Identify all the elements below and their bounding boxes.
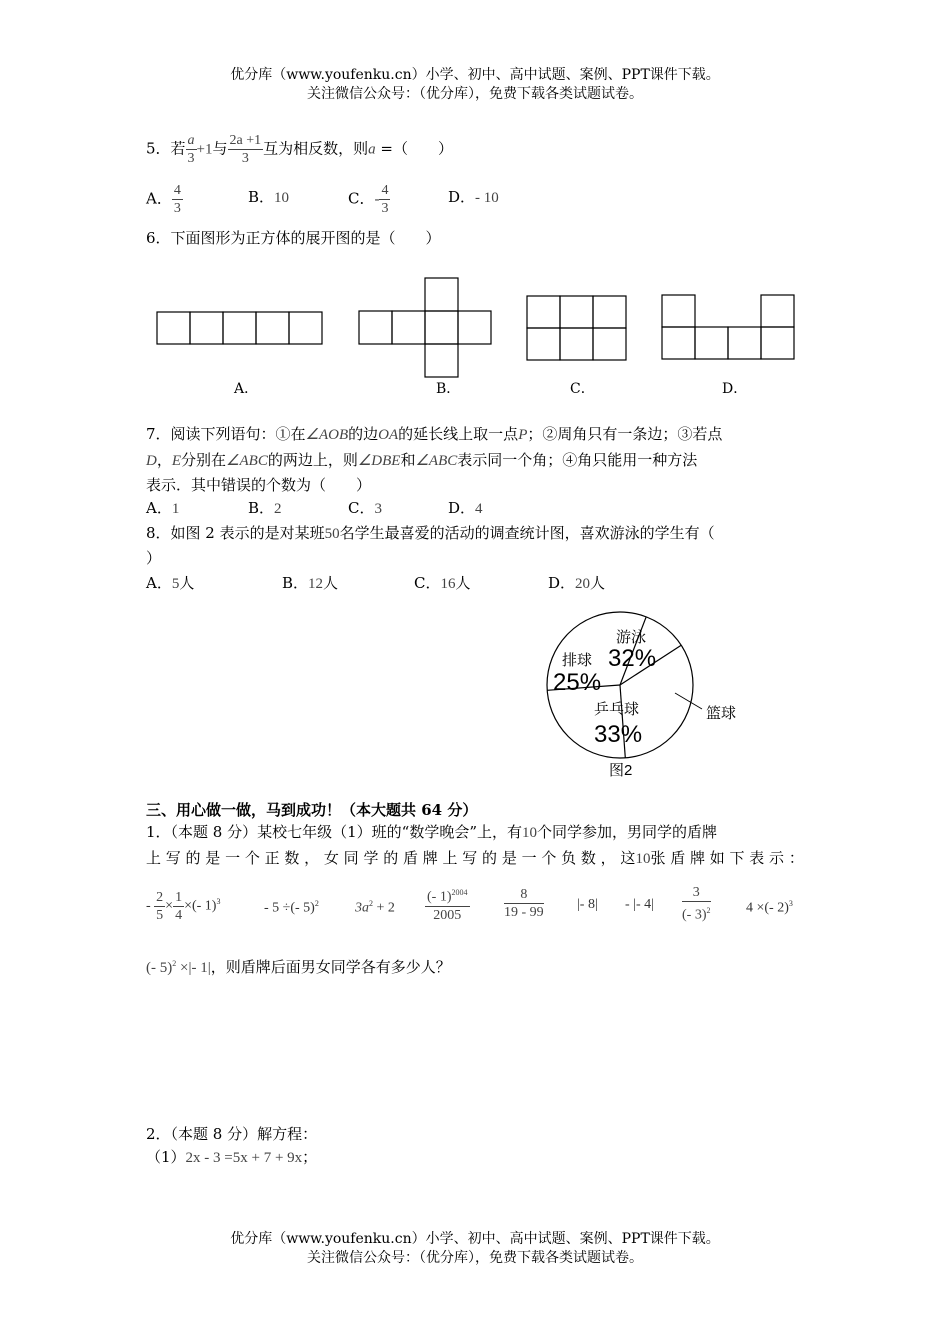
problem-2-item-1: （1）2x - 3 =5x + 7 + 9x； [146,1148,318,1166]
pie-slice-label-pingpong-pct: 33% [594,721,643,748]
q7-option-b: B．2 [248,499,282,517]
pie-chart [540,608,760,784]
pie-slice-label-pingpong-name: 乒乓球 [594,701,640,718]
shield-expression-1: - $\frac{2}{5}$ × $\frac{1}{4}$ ×(- 1)$^3$ [146,890,221,923]
pie-slice-label-swim-name: 游泳 [616,629,647,646]
shield-expression-10: (- 5) [146,960,173,976]
q8-option-c: C．16人 [414,574,471,592]
question-7-line-3: 表示．其中错误的个数为（ ） [146,476,372,494]
q5-option-b: B．10 [248,188,290,206]
q5-mid: 与 [212,139,228,158]
question-8-line-1: 8．如图 2 表示的是对某班50名学生最喜爱的活动的调查统计图，喜欢游泳的学生有（ [146,524,715,542]
net-a [157,312,322,344]
shield-expression-6: |- 8| [577,897,598,912]
q8-option-a: A．5人 [146,574,195,592]
shield-expression-9: 4 ×(- 2)$^3$ [746,899,793,916]
shield-expression-3: $3a^2 + 2$ [355,899,395,916]
q7-option-d: D．4 [448,499,483,517]
net-label-d: D． [722,381,748,397]
question-5 [146,132,453,167]
shield-expression-8: $\frac{3}{(- 3)^2}$ [682,885,711,923]
q5-option-d: D．- 10 [448,188,499,206]
q5-eq: =（ ） [375,139,453,158]
pie-chart-title: 图2 [609,762,633,779]
question-7-line-1: 7．阅读下列语句：①在∠AOB的边OA的延长线上取一点P；②周角只有一条边；③若点 [146,425,723,443]
question-7-line-2: D，E分别在∠ABC的两边上，则∠DBE和∠ABC表示同一个角；④角只能用一种方法 [146,451,698,469]
q7-option-c: C．3 [348,499,382,517]
section-3-title: 三、用心做一做，马到成功！（本大题共 64 分） [146,801,478,819]
footer-line-1: 优分库（www.youfenku.cn）小学、初中、高中试题、案例、PPT课件下载。 [230,1231,720,1247]
net-label-a: A． [234,381,259,397]
net-d [662,295,794,359]
shield-expression-7: - |- 4| [625,897,654,912]
q8-option-d: D．20人 [548,574,606,592]
q8-option-b: B．12人 [282,574,339,592]
net-label-b: B． [436,381,461,397]
q5-option-a: A． $\frac{4}{3}$ [146,183,181,216]
problem-1-line-2: 上 写 的 是 一 个 正 数 ， 女 同 学 的 盾 牌 上 写 的 是 一 个 负 数 ， 这10张 盾 牌 如 下 表 示 ： [146,849,804,867]
q5-plus-one: +1 [196,141,213,158]
footer-line-2: 关注微信公众号：（优分库），免费下载各类试题试卷。 [307,1250,643,1266]
q5-fraction-2a-plus-1: $\frac{2a +1}{3}$ [229,133,262,166]
problem-2-title: 2．（本题 8 分）解方程： [146,1125,318,1143]
header-line-1: 优分库（www.youfenku.cn）小学、初中、高中试题、案例、PPT课件下载。 [230,67,720,83]
q5-fraction-a-over-3: $\frac{a}{3}$ [187,133,195,166]
pie-slice-label-volleyball-name: 排球 [562,652,593,669]
question-8-line-2: ） [146,549,162,567]
problem-1-line-1: 1．（本题 8 分）某校七年级（1）班的“数学晚会”上，有10个同学参加，男同学的盾牌 [146,823,718,841]
question-6: 6．下面图形为正方体的展开图的是（ ） [146,229,441,247]
q5-tail: 互为相反数，则 [263,139,369,158]
shield-expression-5: $\frac{8}{19 - 99}$ [504,887,544,920]
pie-slice-label-volleyball-pct: 25% [553,669,602,696]
q7-option-a: A．1 [146,499,180,517]
net-b [359,278,491,377]
q5-option-c: C．- $\frac{4}{3}$ [348,183,389,216]
net-c [527,296,626,360]
header-line-2: 关注微信公众号：（优分库），免费下载各类试题试卷。 [307,86,643,102]
pie-slice-label-basketball-name: 篮球 [706,705,737,722]
shield-expression-2: - 5 ÷(- 5)$^2$ [264,899,319,916]
shield-expression-4: $\frac{(- 1)^{2004}}{2005}$ [425,884,470,924]
q5-number: 5．若 [146,139,186,158]
net-label-c: C． [570,381,595,397]
problem-1-question: (- 5)$^2$ ×|- 1|，则盾牌后面男女同学各有多少人？ [146,958,451,976]
q5-var: a [368,141,376,158]
pie-slice-label-swim-pct: 32% [608,645,657,672]
